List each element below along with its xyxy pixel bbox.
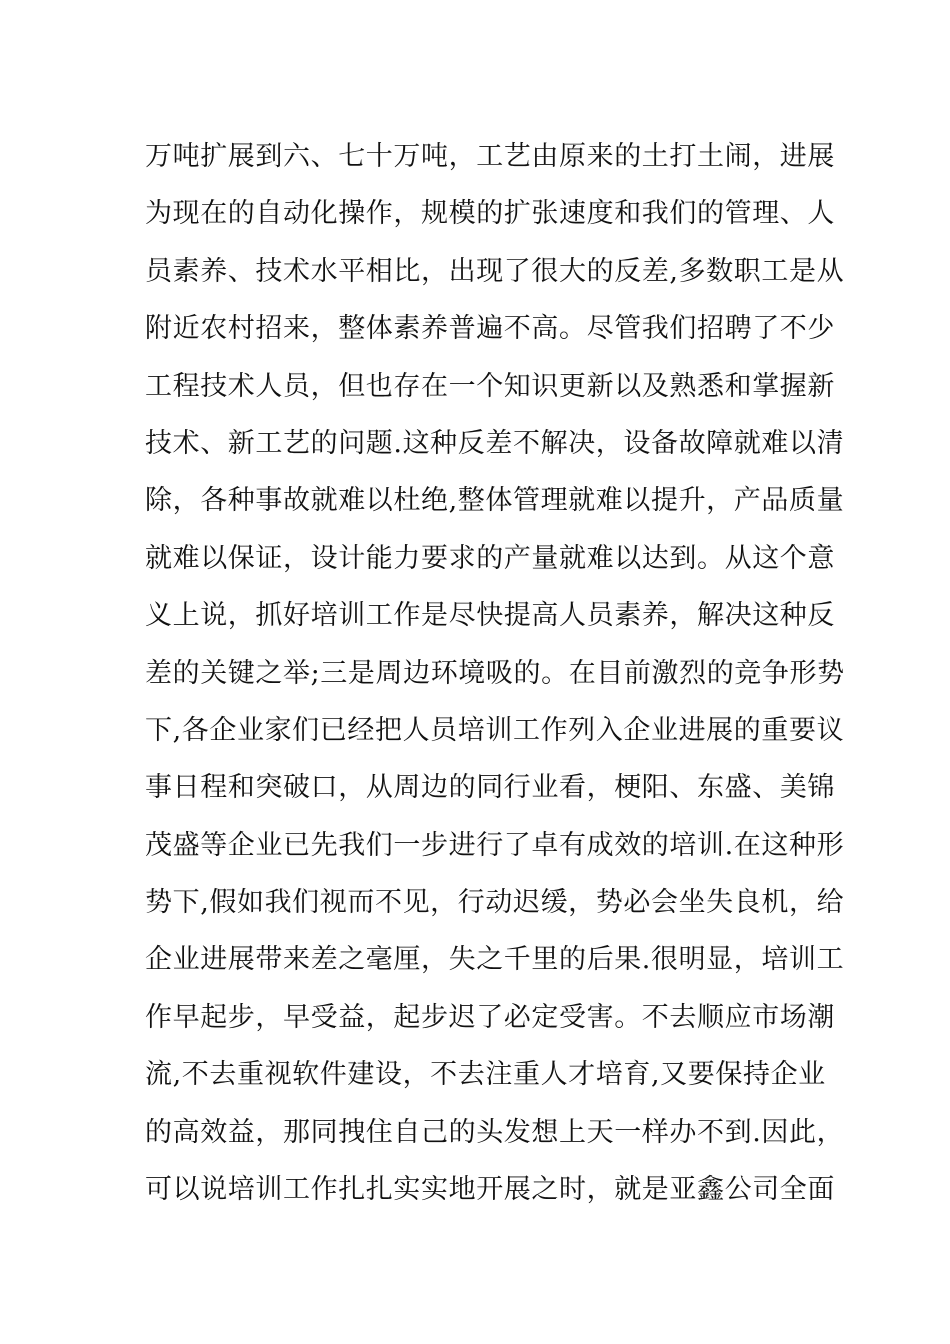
text-line: 企业进展带来差之毫厘，失之千里的后果.很明显，培训工	[145, 944, 845, 976]
text-line: 附近农村招来，整体素养普遍不高。尽管我们招聘了不少	[145, 313, 835, 345]
text-line: 差的关键之举;三是周边环境吸的。在目前激烈的竞争形势	[145, 657, 845, 689]
text-line: 除，各种事故就难以杜绝,整体管理就难以提升，产品质量	[145, 485, 845, 517]
text-line: 技术、新工艺的问题.这种反差不解决，设备故障就难以清	[145, 427, 845, 459]
text-line: 茂盛等企业已先我们一步进行了卓有成效的培训.在这种形	[145, 829, 845, 861]
text-line: 义上说，抓好培训工作是尽快提高人员素养，解决这种反	[145, 600, 835, 632]
text-line: 事日程和突破口，从周边的同行业看，梗阳、东盛、美锦	[145, 772, 835, 804]
text-line: 就难以保证，设计能力要求的产量就难以达到。从这个意	[145, 542, 835, 574]
text-line: 员素养、技术水平相比，出现了很大的反差,多数职工是从	[145, 255, 845, 287]
text-line: 作早起步，早受益，起步迟了必定受害。不去顺应市场潮	[145, 1001, 835, 1033]
text-line: 工程技术人员，但也存在一个知识更新以及熟悉和掌握新	[145, 370, 835, 402]
text-line: 势下,假如我们视而不见，行动迟缓，势必会坐失良机，给	[145, 887, 845, 919]
text-line: 可以说培训工作扎扎实实地开展之时，就是亚鑫公司全面	[145, 1174, 835, 1206]
text-line: 为现在的自动化操作，规模的扩张速度和我们的管理、人	[145, 198, 835, 230]
text-line: 万吨扩展到六、七十万吨，工艺由原来的土打土闹，进展	[145, 141, 835, 172]
text-line: 流,不去重视软件建设，不去注重人才培育,又要保持企业	[145, 1059, 826, 1091]
text-line: 的高效益，那同拽住自己的头发想上天一样办不到.因此，	[145, 1116, 845, 1148]
text-line: 下,各企业家们已经把人员培训工作列入企业进展的重要议	[145, 714, 845, 746]
body-text	[145, 128, 845, 1218]
